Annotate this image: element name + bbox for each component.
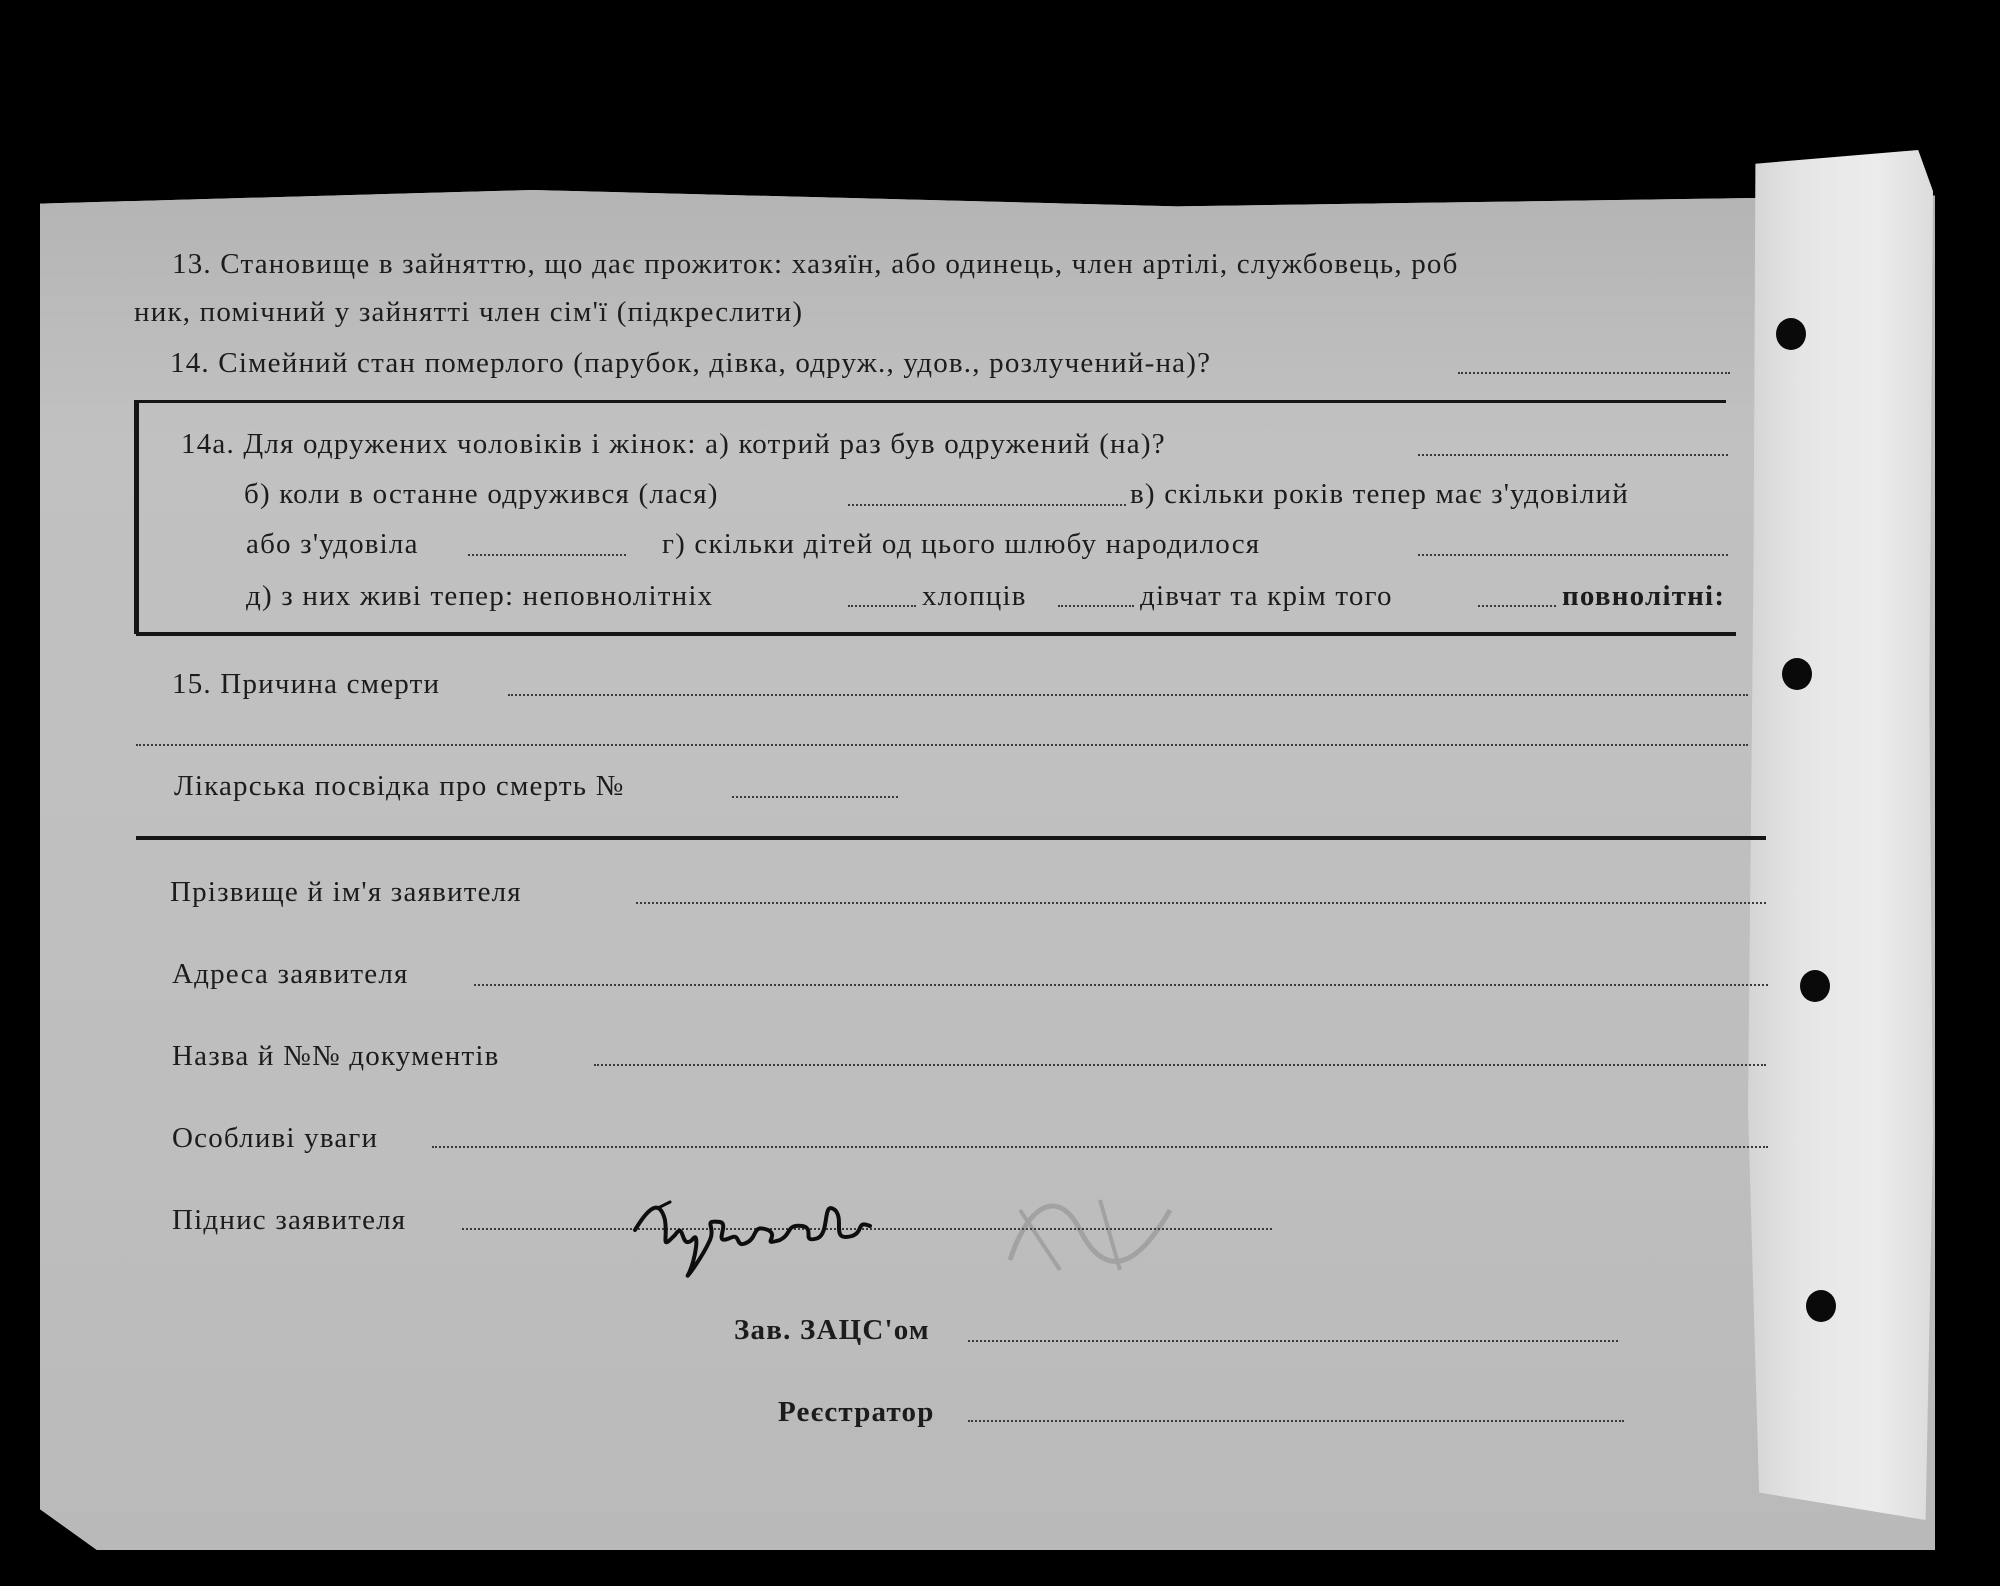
applicant-signature-label: Піднис заявителя <box>172 1204 407 1236</box>
binding-hole <box>1776 318 1806 350</box>
question-15-label: 15. Причина смерти <box>172 668 441 700</box>
applicant-name-label: Прізвище й ім'я заявителя <box>170 876 522 908</box>
question-13-line1: 13. Становище в зайняттю, що дає прожиток: хазяїн, або одинець, член артілі, службовець, роб <box>172 250 1459 279</box>
binding-hole <box>1782 658 1812 690</box>
question-14a-b-answer-line <box>848 504 1126 506</box>
registrar-label: Реєстратор <box>778 1396 935 1428</box>
question-14a-boys-label: хлопців <box>922 580 1027 612</box>
question-14a-girls-label: дівчат та крім того <box>1140 580 1393 612</box>
question-14a-abo-answer-line <box>468 554 626 556</box>
applicant-name-line <box>636 902 1766 904</box>
faint-stamp-impression <box>1000 1170 1180 1290</box>
registrar-signature-line <box>968 1420 1624 1422</box>
question-14a-g-label: г) скільки дітей од цього шлюбу народилося <box>662 528 1261 560</box>
special-notes-line <box>432 1146 1768 1148</box>
documents-line <box>594 1064 1766 1066</box>
question-14a-line1: 14а. Для одружених чоловіків і жінок: а) котрий раз був одружений (на)? <box>181 428 1166 460</box>
box-bottom-rule <box>136 632 1736 636</box>
question-14a-boys-answer-line <box>1058 605 1134 607</box>
question-14a-answer-line <box>1418 454 1728 456</box>
box-left-rule <box>134 400 139 634</box>
box-top-rule <box>136 400 1726 403</box>
special-notes-label: Особливі уваги <box>172 1122 379 1154</box>
question-15-answer-line <box>508 694 1748 696</box>
handwritten-signature <box>630 1180 900 1280</box>
applicant-address-line <box>474 984 1768 986</box>
torn-margin-strip <box>1748 150 1933 1520</box>
question-14a-minors-answer-line <box>848 605 916 607</box>
question-14a-adult-label: повнолітні: <box>1562 582 1726 611</box>
zags-head-signature-line <box>968 1340 1618 1342</box>
question-14a-d-label: д) з них живі тепер: неповнолітніх <box>246 580 714 612</box>
question-15-continuation-line <box>136 744 1748 746</box>
question-14a-g-answer-line <box>1418 554 1728 556</box>
question-14a-b-label: б) коли в останне одружився (лася) <box>244 478 719 510</box>
medical-certificate-number-line <box>732 796 898 798</box>
binding-hole <box>1800 970 1830 1002</box>
medical-certificate-label: Лікарська посвідка про смерть № <box>174 770 625 802</box>
question-14-answer-line <box>1458 372 1730 374</box>
form-sheet <box>40 190 1935 1550</box>
binding-hole <box>1806 1290 1836 1322</box>
zags-head-label: Зав. ЗАЦС'ом <box>734 1314 930 1346</box>
section-divider-rule <box>136 836 1766 840</box>
question-14a-abo-label: або з'удовіла <box>246 528 419 560</box>
question-14a-extra-answer-line <box>1478 605 1556 607</box>
applicant-address-label: Адреса заявителя <box>172 958 409 990</box>
documents-label: Назва й №№ документів <box>172 1040 500 1072</box>
question-14-label: 14. Сімейний стан померлого (парубок, дівка, одруж., удов., розлучений-на)? <box>170 347 1212 379</box>
question-14a-v-label: в) скільки років тепер має з'удовілий <box>1130 480 1629 509</box>
question-13-line2: ник, помічний у зайнятті член сім'ї (підкреслити) <box>134 296 804 328</box>
